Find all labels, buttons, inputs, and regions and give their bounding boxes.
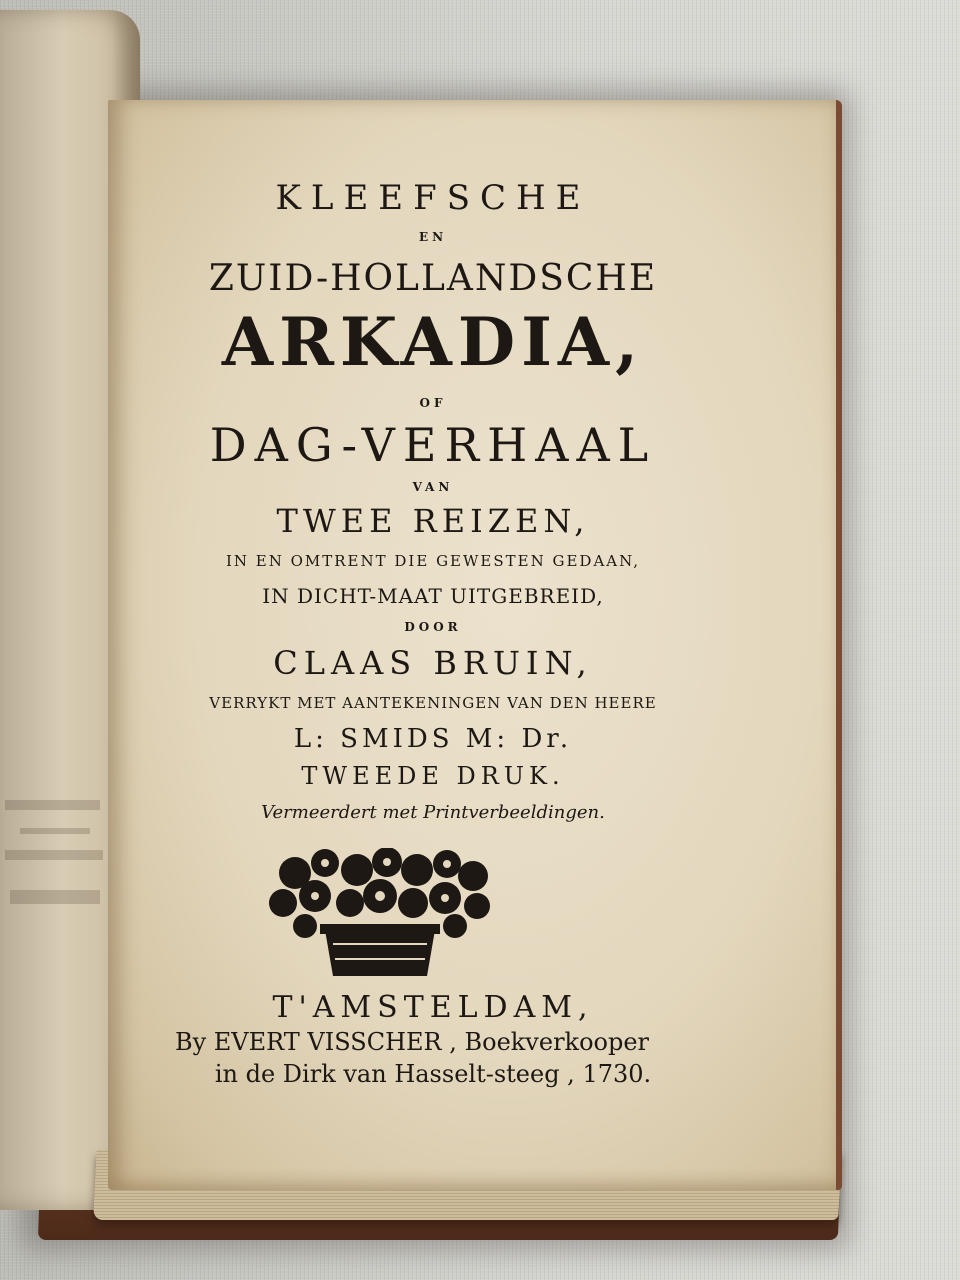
title-twee-reizen: TWEE REIZEN, bbox=[276, 502, 590, 540]
flower-basket-vignette bbox=[265, 848, 495, 988]
author-name: CLAAS BRUIN, bbox=[273, 644, 593, 682]
annotator-name: L: SMIDS M: Dr. bbox=[293, 724, 573, 754]
title-arkadia: ARKADIA, bbox=[221, 303, 645, 381]
subtitle-gewesten: IN EN OMTRENT DIE GEWESTEN GEDAAN, bbox=[225, 552, 641, 570]
imprint-address: in de Dirk van Hasselt-steeg , 1730. bbox=[214, 1060, 652, 1088]
title-en: EN bbox=[418, 230, 448, 244]
title-door: DOOR bbox=[404, 620, 462, 634]
title-dag-verhaal: DAG-VERHAAL bbox=[209, 418, 657, 472]
title-zuid-hollandsche: ZUID-HOLLANDSCHE bbox=[208, 258, 658, 299]
title-kleefsche: KLEEFSCHE bbox=[275, 178, 591, 218]
show-through-text bbox=[0, 790, 110, 950]
title-of: OF bbox=[419, 396, 447, 410]
augmented-line: Vermeerdert met Printverbeeldingen. bbox=[261, 802, 605, 823]
imprint-publisher: By EVERT VISSCHER , Boekverkooper bbox=[174, 1028, 650, 1056]
edition-line: TWEEDE DRUK. bbox=[301, 762, 565, 790]
annotations-credit: VERRYKT MET AANTEKENINGEN VAN DEN HEERE bbox=[209, 694, 657, 712]
title-van: VAN bbox=[412, 480, 454, 494]
subtitle-dicht-maat: IN DICHT-MAAT UITGEBREID, bbox=[262, 584, 604, 608]
imprint-city: T'AMSTELDAM, bbox=[272, 990, 594, 1025]
